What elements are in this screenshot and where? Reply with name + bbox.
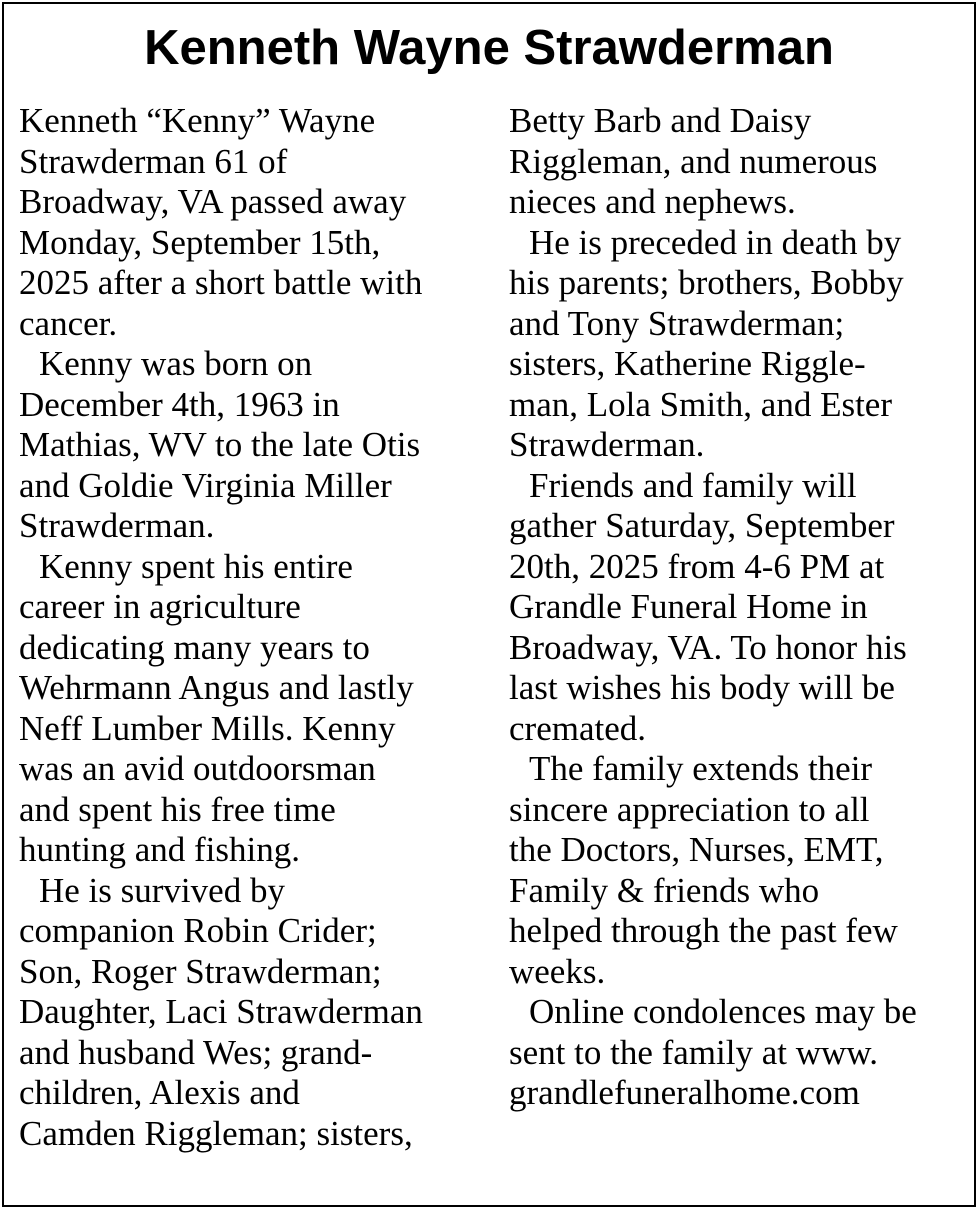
text-line: Mathias, WV to the late Otis <box>19 425 421 464</box>
text-line: Broadway, VA passed away <box>19 182 407 221</box>
text-line: Online condolences may be <box>529 992 917 1031</box>
text-line: December 4th, 1963 in <box>19 384 340 424</box>
text-line: sincere appreciation to all <box>509 789 870 829</box>
text-line: was an avid outdoorsman <box>19 749 376 788</box>
text-line: Neff Lumber Mills. Kenny <box>19 708 396 748</box>
text-line: Son, Roger Strawderman; <box>19 951 382 991</box>
text-line: Friends and family will <box>529 465 857 505</box>
text-line: dedicating many years to <box>19 627 370 667</box>
text-line: Broadway, VA. To honor his <box>509 627 907 667</box>
text-line: and spent his free time <box>19 789 336 829</box>
text-line: Betty Barb and Daisy <box>509 101 812 140</box>
text-line: Grandle Funeral Home in <box>509 587 868 626</box>
text-line: The family extends their <box>529 749 873 788</box>
text-line: sent to the family at www. <box>509 1032 879 1072</box>
text-line: nieces and nephews. <box>509 182 796 221</box>
text-line: Strawderman. <box>19 506 215 545</box>
text-line: weeks. <box>509 951 606 991</box>
text-line: grandlefuneralhome.com <box>509 1073 860 1112</box>
text-line: gather Saturday, September <box>509 506 895 545</box>
text-line: cremated. <box>509 708 646 748</box>
text-line: career in agriculture <box>19 587 301 626</box>
text-line: Wehrmann Angus and lastly <box>19 668 414 707</box>
text-line: Kenny was born on <box>39 344 313 383</box>
text-line: the Doctors, Nurses, EMT, <box>509 830 884 869</box>
left-column <box>19 101 489 1154</box>
text-line: Strawderman 61 of <box>19 141 288 181</box>
text-line: sisters, Katherine Riggle- <box>509 344 866 383</box>
text-line: and Tony Strawderman; <box>509 303 845 343</box>
obituary-title: Kenneth Wayne Strawderman <box>144 21 834 75</box>
text-line: companion Robin Crider; <box>19 911 377 950</box>
text-line: hunting and fishing. <box>19 830 300 869</box>
text-line: and husband Wes; grand- <box>19 1032 373 1072</box>
text-line: man, Lola Smith, and Ester <box>509 384 892 424</box>
text-line: cancer. <box>19 303 118 343</box>
text-line: He is survived by <box>39 870 285 910</box>
obituary-frame <box>2 2 976 1207</box>
text-line: Kenny spent his entire <box>39 546 353 586</box>
text-line: 2025 after a short battle with <box>19 263 423 302</box>
text-line: Strawderman. <box>509 425 705 464</box>
text-line: last wishes his body will be <box>509 668 895 707</box>
text-line: helped through the past few <box>509 911 898 950</box>
text-line: He is preceded in death by <box>529 222 902 262</box>
right-column <box>509 101 969 1114</box>
text-line: Kenneth “Kenny” Wayne <box>19 101 376 140</box>
text-line: 20th, 2025 from 4-6 PM at <box>509 546 885 586</box>
text-line: children, Alexis and <box>19 1073 300 1112</box>
text-line: Daughter, Laci Strawderman <box>19 992 423 1031</box>
text-line: Family & friends who <box>509 870 820 910</box>
text-line: and Goldie Virginia Miller <box>19 465 392 505</box>
text-line: Camden Riggleman; sisters, <box>19 1113 413 1153</box>
text-line: his parents; brothers, Bobby <box>509 263 904 302</box>
text-line: Riggleman, and numerous <box>509 141 878 181</box>
text-line: Monday, September 15th, <box>19 222 381 262</box>
